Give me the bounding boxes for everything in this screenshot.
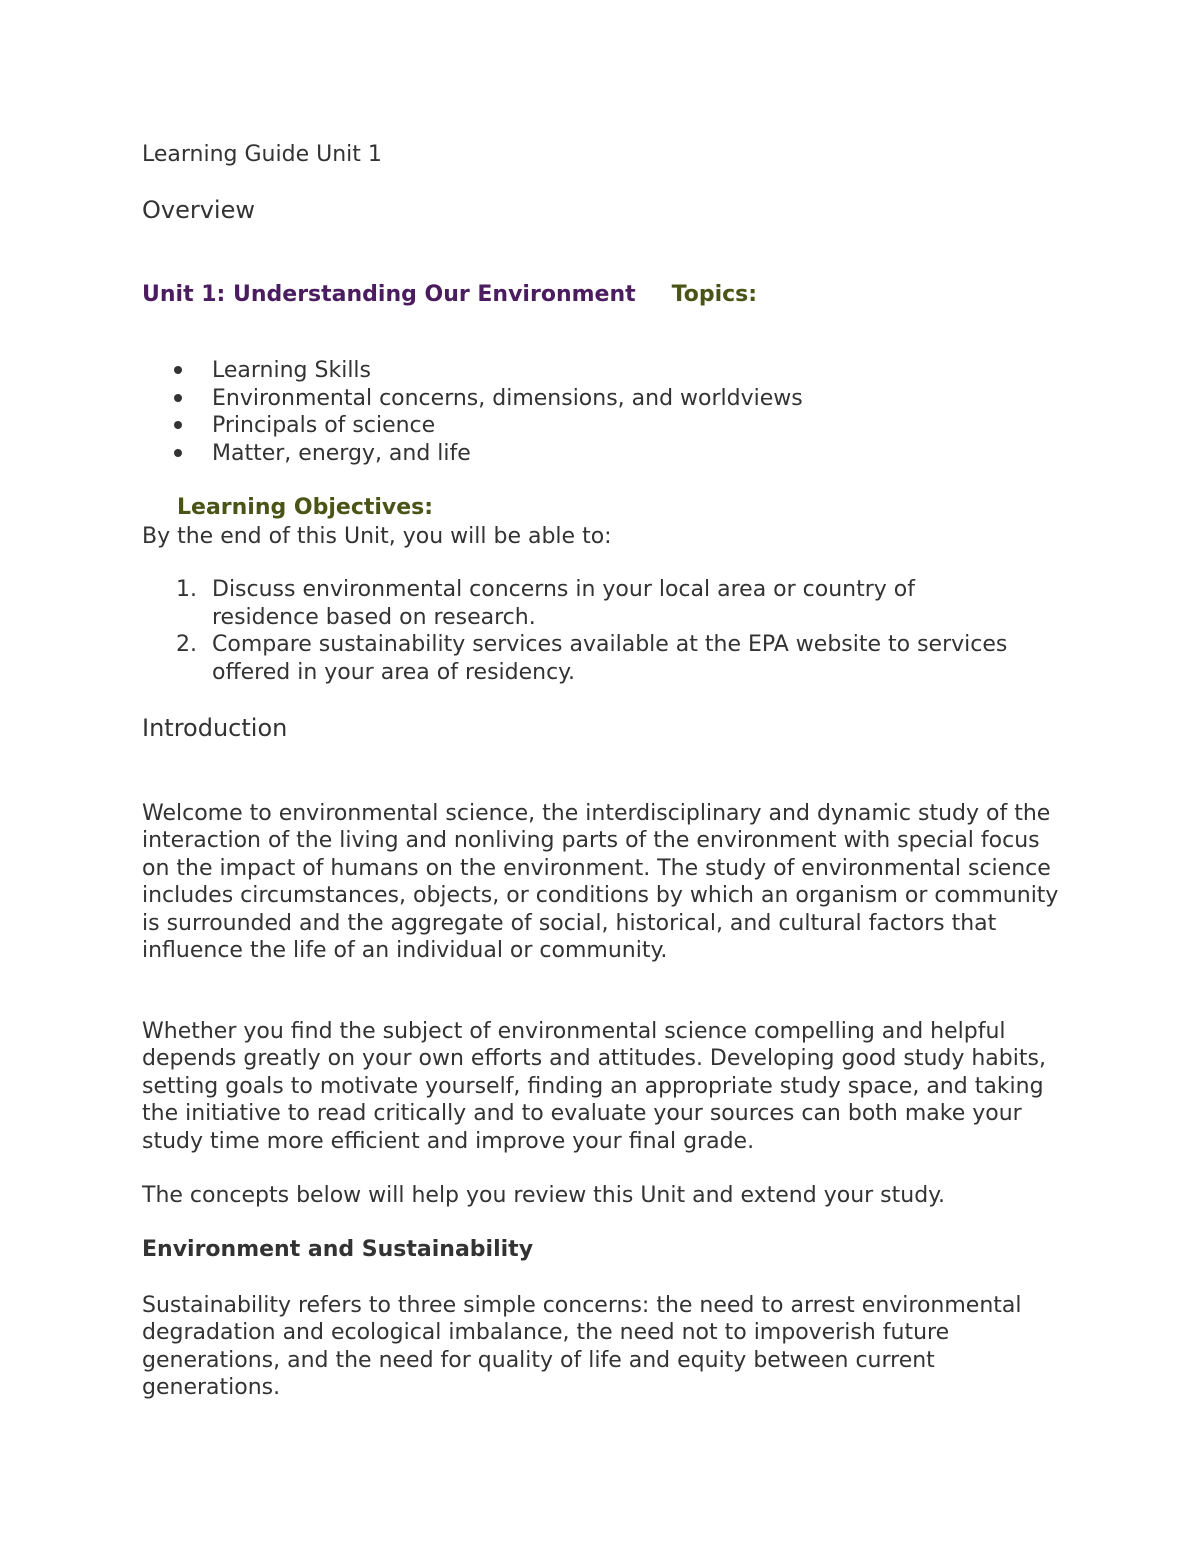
objectives-intro: By the end of this Unit, you will be able to: [142, 524, 612, 549]
topics-label: Topics: [671, 282, 758, 307]
bullet-icon [174, 449, 182, 457]
bullet-icon [174, 421, 182, 429]
section-paragraph: Sustainability refers to three simple concerns: the need to arrest environmental degradation and ecological imbalance, the need not to impoverish future generations, and the need for quality of life and equity between current generations. [142, 1293, 1022, 1401]
topic-item: Matter, energy, and life [142, 440, 803, 468]
list-number: 2. [176, 632, 197, 657]
objective-item: 1. Discuss environmental concerns in your local area or country of residence based on research. [176, 577, 916, 630]
objectives-label: Learning Objectives: [177, 495, 434, 520]
unit-header-line [142, 281, 757, 309]
introduction-heading: Introduction [142, 714, 288, 742]
unit-title: Unit 1: Understanding Our Environment [142, 282, 636, 307]
bullet-icon [174, 366, 182, 374]
document-title: Learning Guide Unit 1 [142, 142, 382, 167]
intro-paragraph: Whether you find the subject of environmental science compelling and helpful depends greatly on your own efforts and attitudes. Developing good study habits, setting goals to motivate yourself, finding an appropriate study space, and taking the initiative to read critically and to evaluate your sources can both make your study time more efficient and improve your final grade. [142, 1019, 1046, 1154]
objective-item: 2. Compare sustainability services available at the EPA website to services offered in your area of residency. [176, 632, 1008, 685]
bullet-icon [174, 394, 182, 402]
list-number: 1. [176, 577, 197, 602]
intro-paragraph: Welcome to environmental science, the interdisciplinary and dynamic study of the interaction of the living and nonliving parts of the environment with special focus on the impact of humans on the environment. The study of environmental science includes circumstances, objects, or conditions by which an organism or community is surrounded and the aggregate of social, historical, and cultural factors that influence the life of an individual or community. [142, 801, 1059, 964]
overview-heading: Overview [142, 196, 255, 224]
topic-item: Environmental concerns, dimensions, and worldviews [142, 385, 803, 413]
section-heading: Environment and Sustainability [142, 1237, 534, 1262]
intro-paragraph: The concepts below will help you review this Unit and extend your study. [142, 1183, 946, 1208]
topic-item: Learning Skills [142, 357, 803, 385]
objectives-list [142, 576, 1022, 686]
topic-item: Principals of science [142, 412, 803, 440]
topics-list [142, 357, 803, 467]
